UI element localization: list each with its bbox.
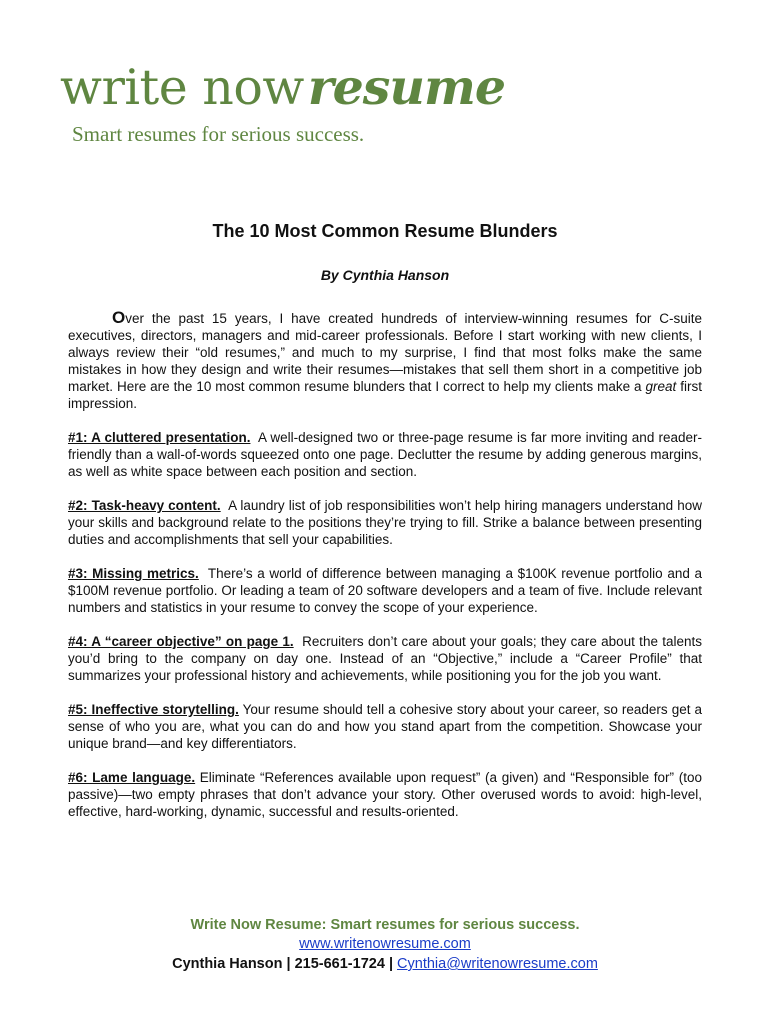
blunder-heading: #1: A cluttered presentation. <box>68 430 251 445</box>
blunder-heading: #2: Task-heavy content. <box>68 498 221 513</box>
blunder-item <box>68 429 702 480</box>
blunder-item <box>68 633 702 684</box>
intro-paragraph <box>68 309 702 412</box>
brand-name-bold: resume <box>307 58 506 116</box>
article-body <box>68 309 702 837</box>
page-footer <box>0 916 770 974</box>
intro-text: ver the past 15 years, I have created hundreds of interview-winning resumes for C-suite executives, directors, managers and mid-career professionals. Before I start working with new clients, I always review their “old resumes,” and much to my surprise, I find that most folks make the same mistakes in how they design and write their resumes—mistakes that sell them short in a competitive job market. Here are the 10 most common resume blunders that I correct to help my clients make a <box>68 311 702 394</box>
email-link[interactable]: Cynthia@writenowresume.com <box>397 956 598 972</box>
blunder-text: Recruiters don’t care about your goals; they care about the talents you’d bring to the company on day one. Instead of an “Objective,” include a “Career Profile” that summarizes your professional history and achievements, while positioning you for the job you want. <box>68 634 702 683</box>
blunder-item <box>68 769 702 820</box>
brand-name-regular: write now <box>60 59 304 116</box>
footer-contact <box>0 954 770 974</box>
blunder-item <box>68 497 702 548</box>
blunder-text: A well-designed two or three-page resume is far more inviting and reader-friendly than a wall-of-words squeezed onto one page. Declutter the resume by adding generous margins, as well as white space between each position and section. <box>68 430 702 479</box>
brand-logo <box>60 52 505 122</box>
intro-emphasis: great <box>645 379 677 394</box>
blunder-heading: #5: Ineffective storytelling. <box>68 702 239 717</box>
blunder-text: Eliminate “References available upon request” (a given) and “Responsible for” (too passive)—two empty phrases that don’t advance your story. Other overused words to avoid: high-level, effective, hard-working, dynamic, successful and results-oriented. <box>68 770 702 819</box>
blunder-text: Your resume should tell a cohesive story about your career, so readers get a sense of who you are, what you can do and how you stand apart from the competition. Showcase your unique brand—and key differentiators. <box>68 702 702 751</box>
blunder-item <box>68 565 702 616</box>
intro-text-end: first impression. <box>68 379 702 411</box>
blunder-heading: #4: A “career objective” on page 1. <box>68 634 294 649</box>
brand-tagline: Smart resumes for serious success. <box>72 122 365 146</box>
contact-phone: 215-661-1724 <box>294 956 385 972</box>
website-link[interactable]: www.writenowresume.com <box>299 936 471 952</box>
contact-separator: | <box>388 956 393 972</box>
article-byline: By Cynthia Hanson <box>320 267 450 283</box>
article-title: The 10 Most Common Resume Blunders <box>212 221 558 241</box>
blunder-heading: #3: Missing metrics. <box>68 566 199 581</box>
footer-tagline: Write Now Resume: Smart resumes for serious success. <box>190 917 580 933</box>
blunder-text: A laundry list of job responsibilities won’t help hiring managers understand how your skills and background relate to the positions they’re trying to fill. Strike a balance between presenting duties and accomplishments that sell your capabilities. <box>68 498 702 547</box>
contact-name: Cynthia Hanson <box>172 956 283 972</box>
contact-separator: | <box>286 956 291 972</box>
blunder-text: There’s a world of difference between managing a $100K revenue portfolio and a $100M revenue portfolio. Or leading a team of 20 software developers and a team of five. Include relevant numbers and statistics in your resume to convey the scope of your experience. <box>68 566 702 615</box>
intro-dropcap: O <box>112 308 126 327</box>
blunder-item <box>68 701 702 752</box>
blunder-heading: #6: Lame language. <box>68 770 196 785</box>
